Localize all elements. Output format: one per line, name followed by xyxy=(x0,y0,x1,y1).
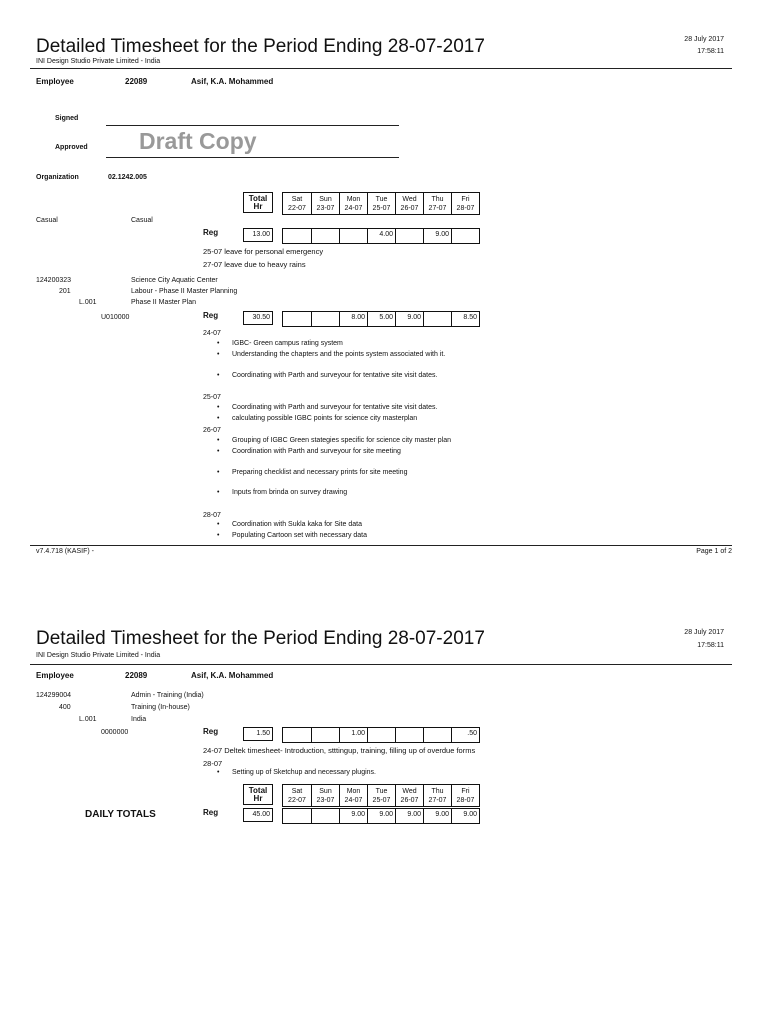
day-date: 24-07 xyxy=(344,205,363,212)
note-date: 28-07 xyxy=(203,512,221,519)
day-date: 22-07 xyxy=(288,205,306,212)
day-header xyxy=(451,193,479,214)
day-header xyxy=(451,785,479,806)
day-name: Sun xyxy=(319,788,332,795)
note-item: • Understanding the chapters and the points system associated with it. xyxy=(232,351,445,358)
daily-total-hours: 45.00 xyxy=(243,808,273,822)
company-name: INI Design Studio Private Limited - India xyxy=(36,58,161,65)
day-name: Sat xyxy=(291,196,303,203)
day-header xyxy=(367,785,395,806)
day-date: 25-07 xyxy=(372,797,391,804)
leave-note: 27-07 leave due to heavy rains xyxy=(203,260,306,269)
task-name: India xyxy=(131,716,147,723)
page-title: Detailed Timesheet for the Period Ending 28-07-2017 xyxy=(36,36,485,57)
total-hr-label: Total Hr xyxy=(248,194,268,211)
hours-cell xyxy=(339,229,367,243)
total-hr-header xyxy=(243,192,273,213)
note-date: 28-07 xyxy=(203,759,223,768)
hours-cell xyxy=(395,229,423,243)
reg-label: Reg xyxy=(203,808,219,817)
note-date: 24-07 xyxy=(203,330,221,337)
employee-id: 22089 xyxy=(125,77,148,86)
day-date: 22-07 xyxy=(288,797,306,804)
leave-note: 25-07 leave for personal emergency xyxy=(203,247,324,256)
page-number: Page 1 of 2 xyxy=(696,548,732,555)
day-date: 23-07 xyxy=(316,797,335,804)
hours-cell: 8.00 xyxy=(339,312,367,326)
hours-cell: 9.00 xyxy=(367,809,395,823)
note-item: • Coordinating with Parth and surveyour for tentative site visit dates. xyxy=(232,372,437,379)
day-name: Thu xyxy=(431,788,444,795)
note-date: 25-07 xyxy=(203,394,221,401)
report-date: 28 July 2017 xyxy=(684,36,724,43)
day-header xyxy=(283,785,311,806)
account-code: U010000 xyxy=(101,314,130,321)
note-item: • calculating possible IGBC points for science city masterplan xyxy=(232,415,417,422)
note-item: • Coordination with Sukla kaka for Site data xyxy=(232,521,362,528)
hours-cell xyxy=(311,728,339,742)
note-date: 26-07 xyxy=(203,427,221,434)
total-hours: 1.50 xyxy=(243,727,273,741)
casual-category: Casual xyxy=(36,217,58,224)
project-code: 124299004 xyxy=(36,692,72,699)
project-name: Science City Aquatic Center xyxy=(131,277,218,284)
reg-label: Reg xyxy=(203,311,219,320)
day-header xyxy=(339,785,367,806)
day-date: 24-07 xyxy=(344,797,363,804)
day-header xyxy=(423,193,451,214)
day-name: Fri xyxy=(461,788,470,795)
total-hours: 13.00 xyxy=(243,228,273,242)
hours-cell: 9.00 xyxy=(395,809,423,823)
hours-row xyxy=(282,311,480,327)
task-code: L.001 xyxy=(79,299,97,306)
day-date: 27-07 xyxy=(428,797,447,804)
hours-cell: 9.00 xyxy=(451,809,479,823)
day-date: 28-07 xyxy=(456,205,475,212)
day-name: Tue xyxy=(375,788,388,795)
hours-row xyxy=(282,228,480,244)
day-name: Wed xyxy=(402,196,417,203)
employee-name: Asif, K.A. Mohammed xyxy=(191,671,274,680)
project-name: Admin - Training (India) xyxy=(131,692,204,699)
note-item: • Inputs from brinda on survey drawing xyxy=(232,489,347,496)
day-date: 26-07 xyxy=(400,797,419,804)
employee-label: Employee xyxy=(36,77,74,86)
report-time: 17:58:11 xyxy=(697,48,724,55)
hours-cell: 8.50 xyxy=(451,312,479,326)
signature-line xyxy=(106,125,399,126)
note-item: • Preparing checklist and necessary prints for site meeting xyxy=(232,469,407,476)
daily-totals-label: DAILY TOTALS xyxy=(85,809,156,820)
day-date: 27-07 xyxy=(428,205,447,212)
day-header xyxy=(423,785,451,806)
company-name: INI Design Studio Private Limited - India xyxy=(36,652,161,659)
hours-cell xyxy=(423,728,451,742)
task-code: L.001 xyxy=(79,716,97,723)
day-name: Tue xyxy=(375,196,388,203)
day-name: Wed xyxy=(402,788,417,795)
hours-cell xyxy=(311,312,339,326)
hours-cell: 9.00 xyxy=(339,809,367,823)
day-date: 23-07 xyxy=(316,205,335,212)
approval-line xyxy=(106,157,399,158)
employee-id: 22089 xyxy=(125,671,148,680)
header-divider xyxy=(30,68,732,69)
hours-cell xyxy=(395,728,423,742)
phase-code: 400 xyxy=(59,704,71,711)
phase-code: 201 xyxy=(59,288,71,295)
day-header xyxy=(395,193,423,214)
hours-cell xyxy=(367,728,395,742)
hours-cell xyxy=(311,809,339,823)
day-name: Sat xyxy=(291,788,303,795)
day-header xyxy=(367,193,395,214)
reg-label: Reg xyxy=(203,228,219,237)
hours-cell: 1.00 xyxy=(339,728,367,742)
note-item: • Setting up of Sketchup and necessary plugins. xyxy=(232,769,376,776)
hours-cell: 9.00 xyxy=(423,229,451,243)
total-hours: 30.50 xyxy=(243,311,273,325)
employee-label: Employee xyxy=(36,671,74,680)
total-hr-label: Total Hr xyxy=(248,786,268,803)
hours-row xyxy=(282,727,480,743)
note-item: 24-07 Deltek timesheet- Introduction, stttingup, training, filling up of overdue forms xyxy=(203,746,476,755)
report-time: 17:58:11 xyxy=(697,642,724,649)
day-name: Mon xyxy=(346,788,361,795)
hours-cell xyxy=(451,229,479,243)
phase-name: Training (In-house) xyxy=(131,704,190,711)
day-header xyxy=(339,193,367,214)
hours-cell: 5.00 xyxy=(367,312,395,326)
day-name: Mon xyxy=(346,196,361,203)
task-name: Phase II Master Plan xyxy=(131,299,196,306)
day-date: 28-07 xyxy=(456,797,475,804)
note-item: • Grouping of IGBC Green stategies specific for science city master plan xyxy=(232,437,451,444)
note-item: • Populating Cartoon set with necessary data xyxy=(232,532,367,539)
day-date: 26-07 xyxy=(400,205,419,212)
hours-cell xyxy=(423,312,451,326)
casual-type: Casual xyxy=(131,217,153,224)
hours-cell xyxy=(283,312,311,326)
daily-totals-row xyxy=(282,808,480,824)
day-name: Fri xyxy=(461,196,470,203)
signed-label: Signed xyxy=(55,115,79,122)
note-item: • Coordination with Parth and surveyour for site meeting xyxy=(232,448,401,455)
day-header-row xyxy=(282,192,480,215)
report-date: 28 July 2017 xyxy=(684,629,724,636)
day-date: 25-07 xyxy=(372,205,391,212)
hours-cell xyxy=(283,229,311,243)
day-name: Sun xyxy=(319,196,332,203)
version-footer: v7.4.718 (KASIF) - xyxy=(36,548,94,555)
draft-copy-watermark: Draft Copy xyxy=(139,128,257,154)
hours-cell: 9.00 xyxy=(395,312,423,326)
day-header xyxy=(311,193,339,214)
employee-name: Asif, K.A. Mohammed xyxy=(191,77,274,86)
day-name: Thu xyxy=(431,196,444,203)
note-item: • Coordinating with Parth and surveyour for tentative site visit dates. xyxy=(232,404,437,411)
hours-cell: .50 xyxy=(451,728,479,742)
approved-label: Approved xyxy=(55,144,88,151)
day-header-row xyxy=(282,784,480,807)
header-divider xyxy=(30,664,732,665)
footer-divider xyxy=(30,545,732,546)
total-hr-header xyxy=(243,784,273,805)
organization-value: 02.1242.005 xyxy=(108,174,147,181)
page-title: Detailed Timesheet for the Period Ending 28-07-2017 xyxy=(36,628,485,649)
day-header xyxy=(311,785,339,806)
project-code: 124200323 xyxy=(36,277,72,284)
note-item: • IGBC- Green campus rating system xyxy=(232,340,343,347)
hours-cell xyxy=(283,728,311,742)
hours-cell: 4.00 xyxy=(367,229,395,243)
hours-cell: 9.00 xyxy=(423,809,451,823)
account-code: 0000000 xyxy=(101,729,129,736)
organization-label: Organization xyxy=(36,174,79,181)
reg-label: Reg xyxy=(203,727,219,736)
hours-cell xyxy=(283,809,311,823)
day-header xyxy=(395,785,423,806)
hours-cell xyxy=(311,229,339,243)
day-header xyxy=(283,193,311,214)
phase-name: Labour - Phase II Master Planning xyxy=(131,288,238,295)
